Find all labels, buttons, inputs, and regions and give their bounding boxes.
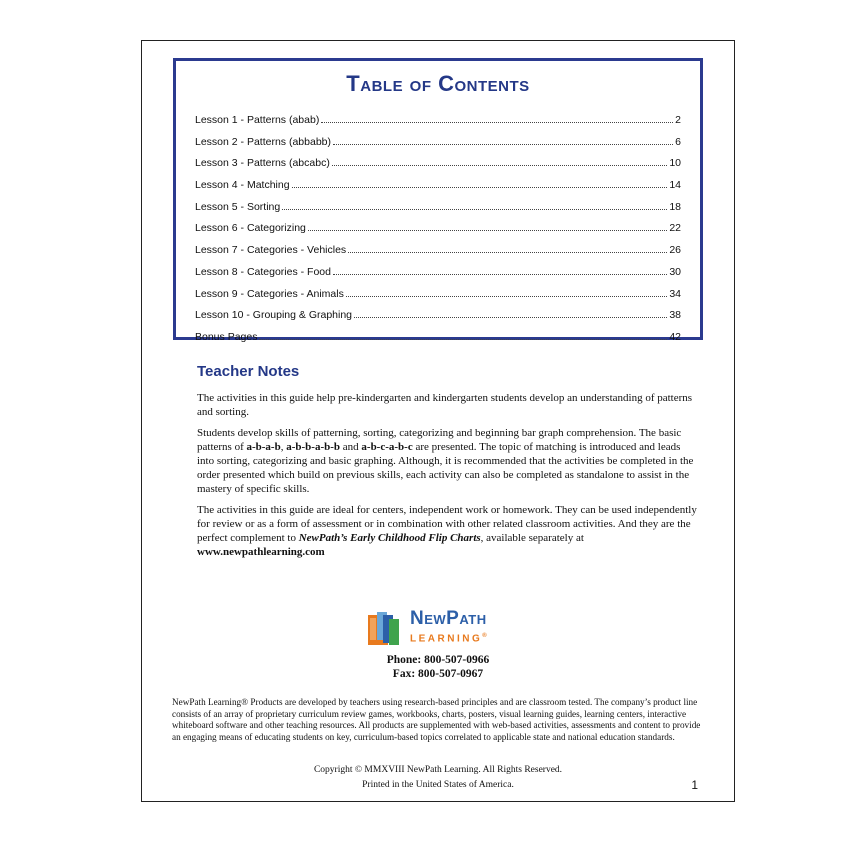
toc-entry-page: 6 [675, 135, 681, 148]
toc-entry-page: 34 [669, 287, 681, 300]
toc-leader-dots [282, 209, 667, 210]
product-name: NewPath’s Early Childhood Flip Charts [298, 532, 481, 544]
notes-paragraph-3 [197, 503, 697, 559]
logo-text [410, 608, 487, 645]
toc-leader-dots [354, 317, 667, 318]
toc-entry-page: 10 [669, 157, 681, 170]
toc-entry[interactable] [195, 201, 681, 223]
printed-text: Printed in the United States of America. [362, 780, 514, 790]
toc-list [195, 114, 681, 353]
toc-leader-dots [259, 339, 667, 340]
notes-paragraph-2 [197, 426, 697, 496]
toc-leader-dots [292, 187, 668, 188]
toc-entry-page: 30 [669, 265, 681, 278]
toc-entry-page: 18 [669, 200, 681, 213]
toc-leader-dots [348, 252, 667, 253]
toc-leader-dots [332, 165, 667, 166]
notes-text: , available separately at [480, 532, 584, 544]
toc-entry[interactable] [195, 266, 681, 288]
pattern-abab: a-b-a-b [246, 441, 281, 453]
toc-entry-label: Lesson 9 - Categories - Animals [195, 287, 344, 300]
logo-learning-label: LEARNING [410, 633, 483, 645]
book-icon [366, 610, 406, 648]
registered-mark: ® [482, 633, 487, 639]
newpath-logo [366, 608, 526, 648]
toc-entry-label: Lesson 5 - Sorting [195, 200, 281, 213]
toc-entry[interactable] [195, 244, 681, 266]
toc-entry-page: 26 [669, 244, 681, 257]
toc-entry[interactable] [195, 179, 681, 201]
notes-text: , [280, 441, 287, 453]
copyright-text: Copyright © MMXVIII NewPath Learning. All Rights Reserved. [313, 765, 563, 775]
toc-entry-page: 2 [675, 114, 681, 126]
toc-entry-page: 22 [669, 222, 681, 235]
toc-entry-label: Bonus Pages [195, 330, 258, 343]
document-page [141, 40, 735, 802]
toc-entry[interactable] [195, 136, 681, 158]
toc-entry[interactable] [195, 331, 681, 353]
toc-leader-dots [321, 122, 673, 123]
company-description: NewPath Learning® Products are developed by teachers using research-based principles and are classroom tested. The company’s product line consists of an array of proprietary curriculum review games, workbooks, charts, posters, visual learning guides, learning centers, interactive whiteboard software and other teaching resources. All products are supplemented with web-based activities, assessments and content to provide an engaging means of educating students on key, curriculum-based topics correlated to applicable state and national education standards. [172, 697, 701, 742]
toc-entry-label: Lesson 2 - Patterns (abbabb) [195, 135, 331, 148]
toc-entry-label: Lesson 10 - Grouping & Graphing [195, 309, 353, 322]
toc-entry[interactable] [195, 309, 681, 331]
toc-entry[interactable] [195, 157, 681, 179]
fax-number: Fax: 800-507-0967 [392, 668, 484, 680]
toc-leader-dots [333, 274, 667, 275]
toc-title: Table of Contents [346, 71, 530, 96]
page-number: 1 [691, 778, 698, 792]
toc-entry-label: Lesson 3 - Patterns (abcabc) [195, 157, 330, 170]
toc-entry-page: 38 [669, 309, 681, 322]
toc-entry-label: Lesson 6 - Categorizing [195, 222, 306, 235]
table-of-contents [173, 58, 703, 343]
pattern-abcabc: a-b-c-a-b-c [361, 441, 413, 453]
toc-entry[interactable] [195, 222, 681, 244]
toc-entry[interactable] [195, 114, 681, 136]
website-link[interactable]: www.newpathlearning.com [197, 546, 325, 558]
toc-entry-label: Lesson 7 - Categories - Vehicles [195, 244, 347, 257]
logo-word-newpath: NewPath [410, 608, 487, 629]
toc-leader-dots [333, 144, 673, 145]
copyright-block [142, 763, 734, 793]
toc-entry-label: Lesson 4 - Matching [195, 179, 290, 192]
notes-text: Students develop skills of patterning, sorting, categorizing and beginning bar graph comprehension. The basic patterns of [197, 427, 682, 453]
notes-paragraph-1: The activities in this guide help pre-kindergarten and kindergarten students develop an understanding of patterns and sorting. [197, 392, 693, 418]
pattern-abbabb: a-b-b-a-b-b [286, 441, 341, 453]
toc-leader-dots [308, 230, 667, 231]
notes-text: and [340, 441, 362, 453]
toc-leader-dots [346, 296, 667, 297]
toc-entry-page: 14 [669, 179, 681, 192]
logo-word-learning [410, 630, 487, 645]
teacher-notes-body [197, 391, 697, 566]
toc-entry-page: 42 [669, 330, 681, 343]
notes-text: are presented. The topic of matching is introduced and leads into sorting, categorizing and basic graphing. Although, it is recommended that the activities be completed in the order presented which build on previous skills, each activity can also be completed as standalone to assist in the mastery of specific skills. [197, 441, 694, 495]
toc-entry-label: Lesson 1 - Patterns (abab) [195, 114, 320, 126]
phone-number: Phone: 800-507-0966 [386, 654, 490, 666]
contact-info [142, 653, 734, 681]
toc-entry[interactable] [195, 288, 681, 310]
toc-entry-label: Lesson 8 - Categories - Food [195, 265, 331, 278]
notes-text: The activities in this guide are ideal for centers, independent work or homework. They can be used independently for review or as a form of assessment or in combination with other related classroom activities. And they are the perfect complement to [197, 504, 697, 544]
teacher-notes-title: Teacher Notes [197, 363, 300, 380]
